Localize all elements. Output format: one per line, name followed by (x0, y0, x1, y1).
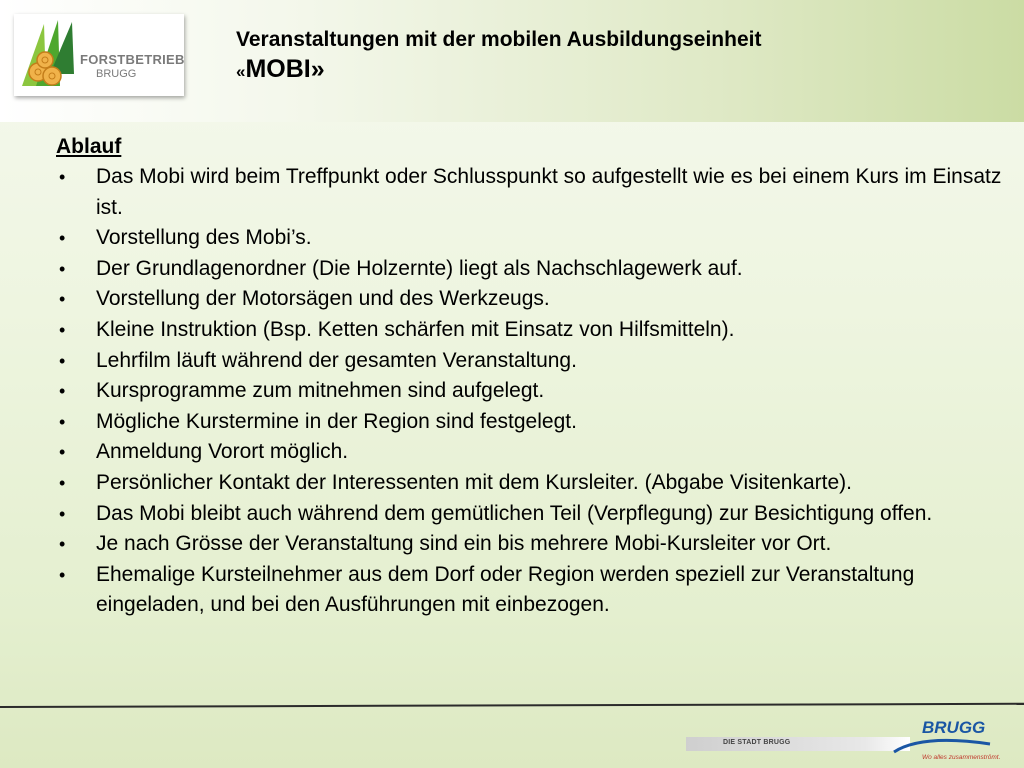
list-item (56, 284, 1006, 315)
bullet-icon: • (59, 503, 66, 524)
list-item-text: Vorstellung der Motorsägen und des Werkzeugs. (96, 287, 550, 311)
list-item-text: Kursprogramme zum mitnehmen sind aufgelegt. (96, 379, 545, 403)
bullet-icon: • (59, 350, 66, 371)
bullet-list (56, 162, 1006, 621)
list-item (56, 346, 1006, 377)
title-line-1: Veranstaltungen mit der mobilen Ausbildungseinheit (236, 28, 762, 51)
list-item-text: Das Mobi bleibt auch während dem gemütlichen Teil (Verpflegung) zur Besichtigung offen. (96, 501, 933, 525)
bullet-icon: • (59, 228, 66, 249)
list-item (56, 407, 1006, 438)
list-item (56, 254, 1006, 285)
list-item-text: Das Mobi wird beim Treffpunkt oder Schlusspunkt so aufgestellt wie es bei einem Kurs im Einsatz ist. (96, 165, 1002, 219)
bullet-icon: • (59, 258, 66, 279)
bullet-icon: • (59, 319, 66, 340)
footer-city-label: DIE STADT BRUGG (723, 739, 791, 746)
list-item (56, 468, 1006, 499)
section-heading: Ablauf (56, 135, 122, 158)
bullet-icon: • (59, 442, 66, 463)
forstbetrieb-logo (14, 14, 184, 96)
list-item (56, 560, 1006, 621)
list-item (56, 376, 1006, 407)
list-item-text: Anmeldung Vorort möglich. (96, 440, 349, 464)
content-area (56, 132, 1006, 621)
list-item (56, 315, 1006, 346)
list-item-text: Mögliche Kurstermine in der Region sind festgelegt. (96, 409, 577, 433)
bullet-icon: • (59, 289, 66, 310)
bullet-icon: • (59, 534, 66, 555)
brand-tagline: Wo alles zusammenströmt. (922, 754, 1001, 761)
list-item (56, 162, 1006, 223)
list-item-text: Ehemalige Kursteilnehmer aus dem Dorf oder Region werden speziell zur Veranstaltung eingeladen, und bei den Ausführungen mit einbezogen. (96, 562, 915, 617)
title-mobi: MOBI» (245, 55, 325, 83)
list-item-text: Je nach Grösse der Veranstaltung sind ein bis mehrere Mobi-Kursleiter vor Ort. (96, 532, 832, 556)
list-item (56, 499, 1006, 530)
bullet-icon: • (59, 411, 66, 432)
logo-subtitle: BRUGG (96, 68, 137, 80)
bullet-icon: • (59, 472, 66, 493)
list-item (56, 223, 1006, 254)
title-line-2 (236, 54, 761, 87)
title-open-quote: « (236, 62, 246, 81)
bullet-icon: • (59, 564, 66, 585)
page-title (236, 26, 761, 87)
list-item-text: Der Grundlagenordner (Die Holzernte) liegt als Nachschlagewerk auf. (96, 256, 743, 280)
footer-bar (686, 737, 910, 751)
list-item (56, 437, 1006, 468)
list-item (56, 529, 1006, 560)
list-item-text: Vorstellung des Mobi’s. (96, 226, 312, 250)
list-item-text: Persönlicher Kontakt der Interessenten mit dem Kursleiter. (Abgabe Visitenkarte). (96, 470, 852, 494)
bullet-icon: • (59, 167, 66, 187)
list-item-text: Lehrfilm läuft während der gesamten Veranstaltung. (96, 348, 577, 372)
list-item-text: Kleine Instruktion (Bsp. Ketten schärfen mit Einsatz von Hilfsmitteln). (96, 317, 735, 341)
brugg-brand-logo: BRUGG (922, 718, 986, 737)
footer-divider (0, 703, 1024, 708)
logo-name: FORSTBETRIEB (80, 52, 185, 67)
bullet-icon: • (59, 381, 66, 402)
brand-swoosh-icon (892, 734, 992, 754)
